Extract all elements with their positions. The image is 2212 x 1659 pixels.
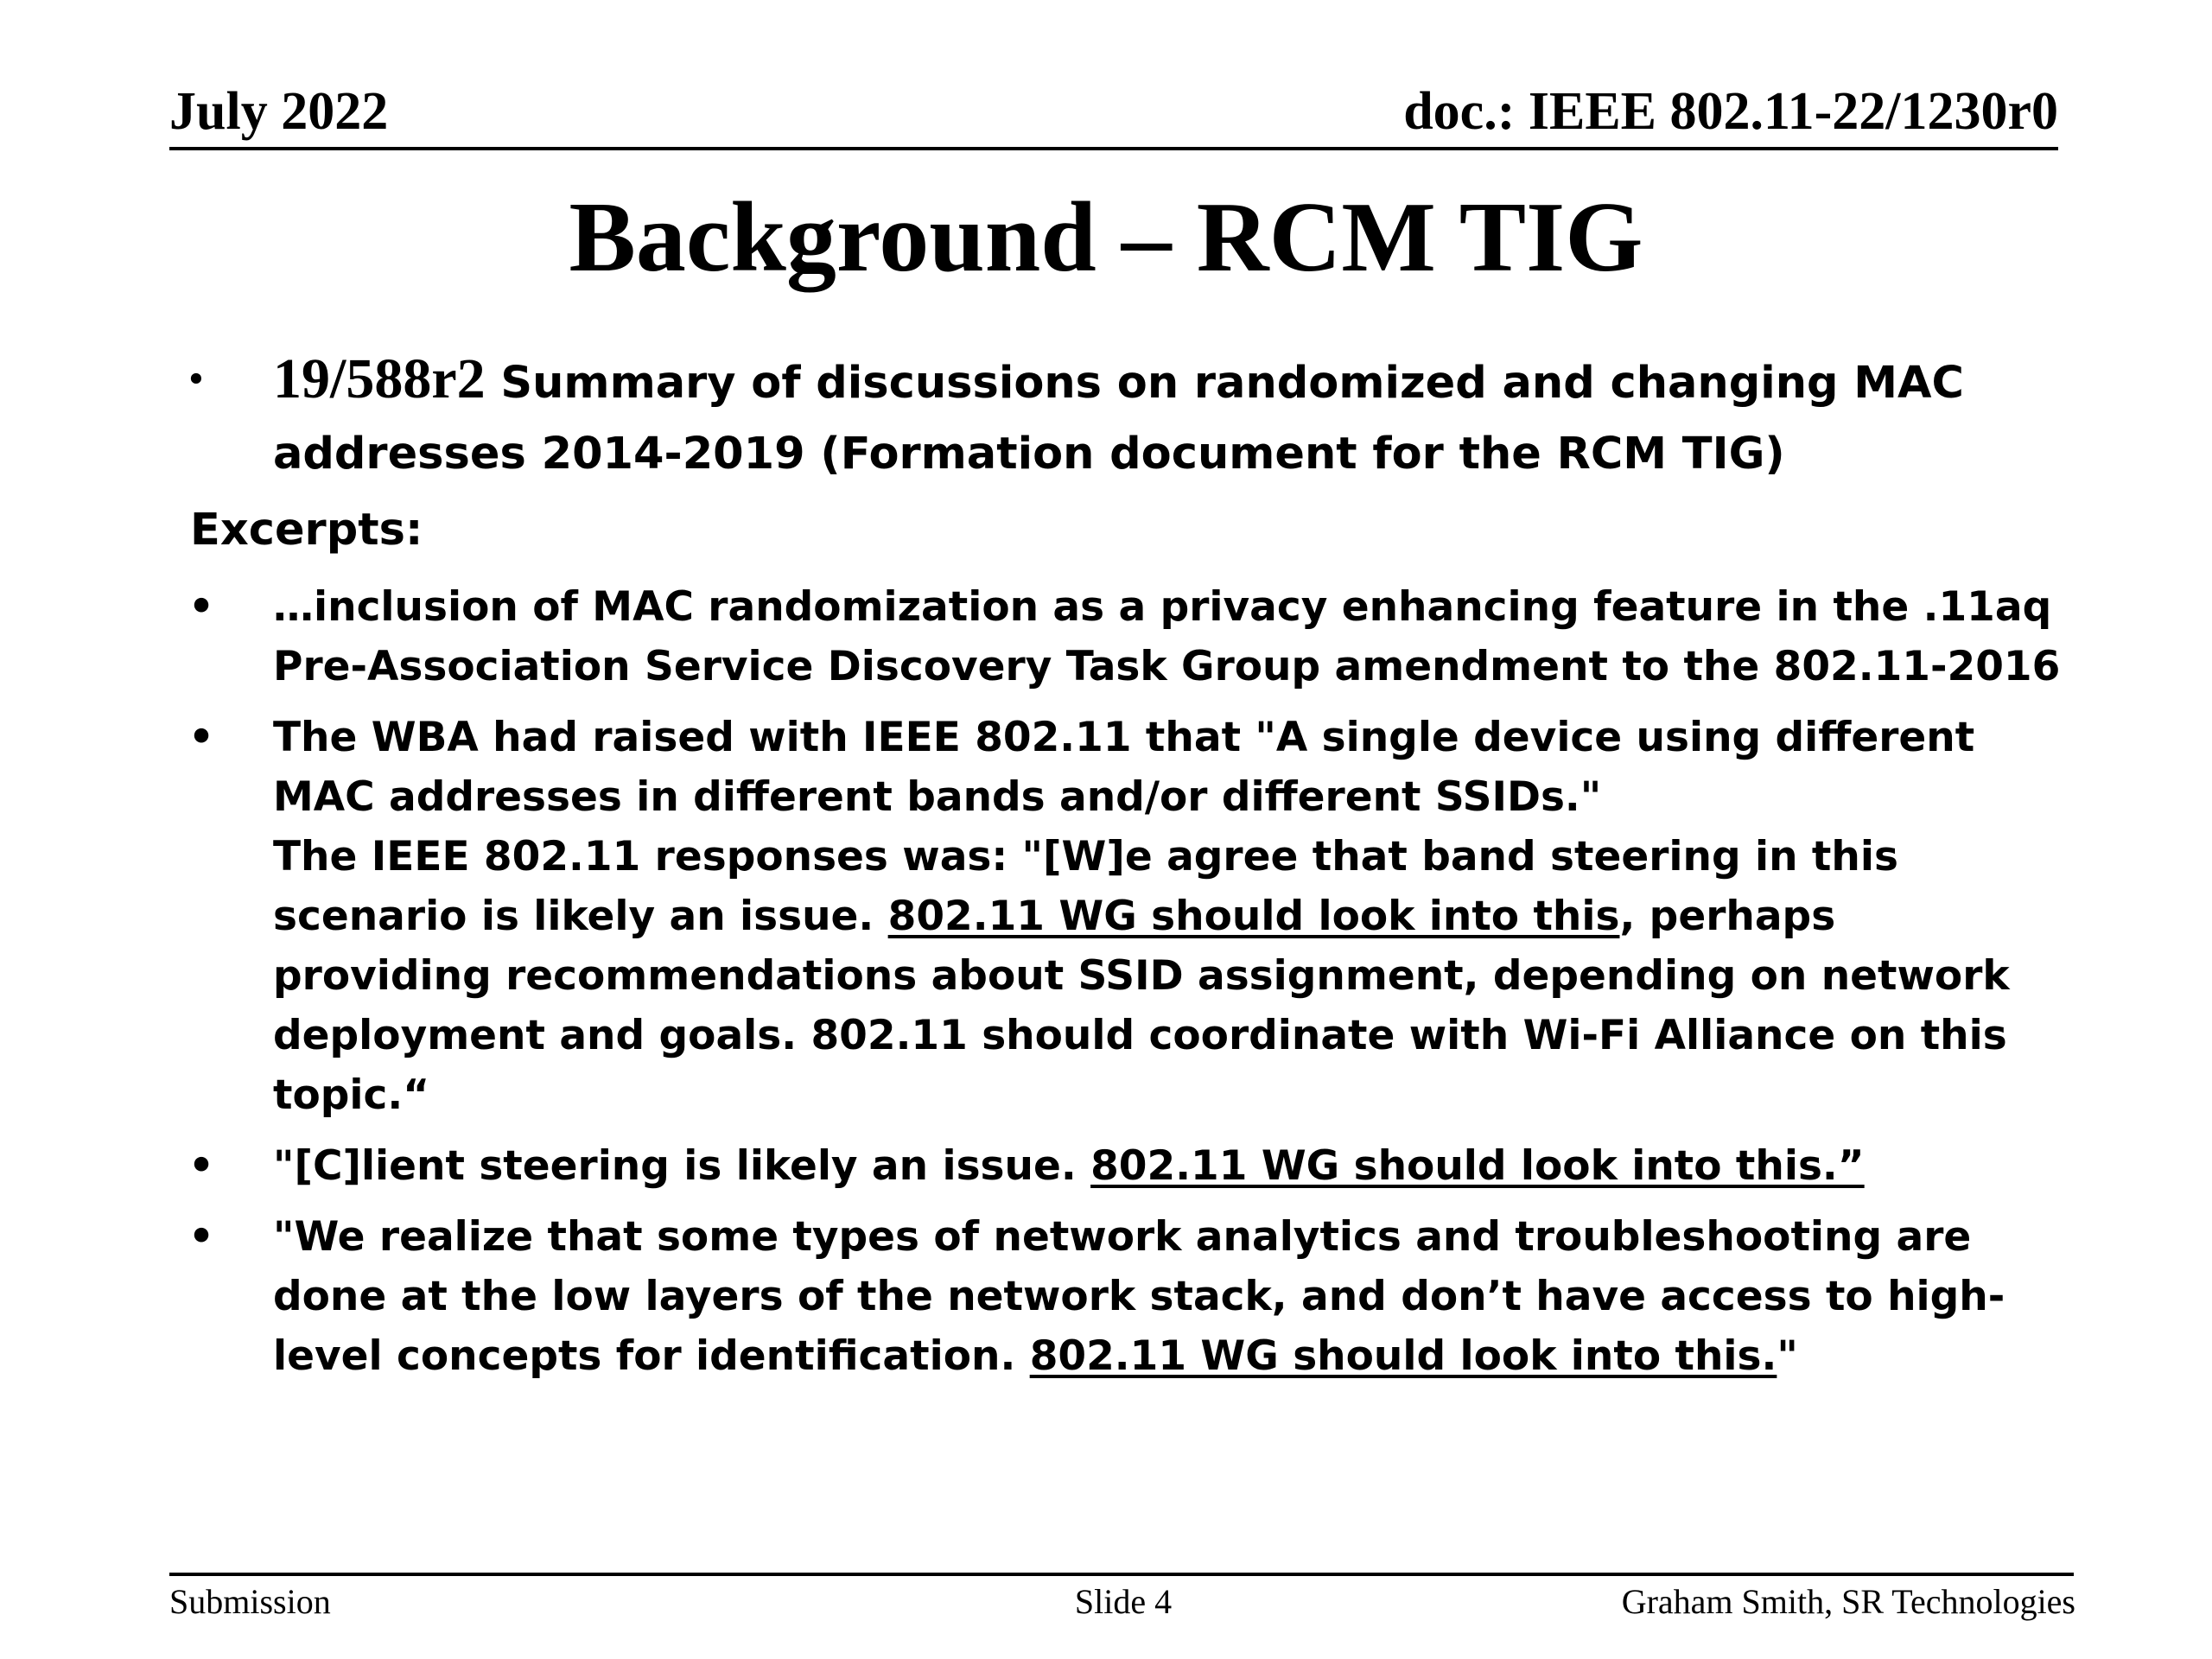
top-bullet [188, 344, 2046, 490]
bullet-dot: • [188, 355, 204, 404]
footer-author: Graham Smith, SR Technologies [1621, 1582, 2075, 1621]
excerpt-text: The WBA had raised with IEEE 802.11 that "A single device using different MAC addresses in different bands and/or different SSIDs." [273, 714, 1975, 821]
header-rule [169, 147, 2058, 150]
excerpt-underlined: 802.11 WG should look into this [887, 893, 1620, 940]
excerpt-item [188, 708, 2063, 1125]
excerpt-underlined: 802.11 WG should look into this. [1029, 1332, 1777, 1380]
bullet-dot: • [188, 1142, 215, 1190]
excerpt-item [188, 577, 2063, 696]
header-date: July 2022 [169, 82, 389, 141]
top-bullet-text: Summary of discussions on randomized and changing MAC addresses 2014-2019 (Formation document for the RCM TIG) [273, 358, 1964, 480]
excerpt-text: " [1777, 1332, 1798, 1380]
bullet-dot: • [188, 1213, 215, 1261]
bullet-dot: • [188, 714, 215, 761]
bullet-dot: • [188, 583, 215, 631]
excerpt-text: , perhaps providing recommendations about SSID assignment, depending on network deployment and goals. 802.11 should coordinate with Wi-Fi Alliance on this topic.“ [273, 893, 2010, 1119]
excerpt-text: …inclusion of MAC randomization as a privacy enhancing feature in the .11aq Pre-Association Service Discovery Task Group amendment to the 802.11-2016 [273, 583, 2061, 690]
footer-submission: Submission [169, 1582, 331, 1621]
excerpt-item [188, 1136, 2063, 1196]
doc-number: 19/588r2 [273, 347, 486, 410]
footer-rule [169, 1573, 2074, 1576]
slide-title: Background – RCM TIG [569, 182, 1643, 293]
excerpt-text: "[C]lient steering is likely an issue. [273, 1142, 1091, 1190]
excerpt-text: The IEEE 802.11 responses was: "[W]e agree that band steering in this scenario is likely an issue. [273, 833, 1898, 940]
excerpts-list [188, 577, 2063, 1397]
excerpts-label: Excerpts: [190, 505, 423, 556]
excerpt-item [188, 1207, 2063, 1386]
excerpt-text: "We realize that some types of network analytics and troubleshooting are done at the low layers of the network stack, and don’t have access to high-level concepts for identification. [273, 1213, 2005, 1380]
excerpt-underlined: 802.11 WG should look into this.” [1090, 1142, 1865, 1190]
top-bullet-list [188, 344, 2046, 490]
footer-slide-number: Slide 4 [1074, 1582, 1173, 1621]
header-doc-id: doc.: IEEE 802.11-22/1230r0 [1403, 82, 2058, 141]
